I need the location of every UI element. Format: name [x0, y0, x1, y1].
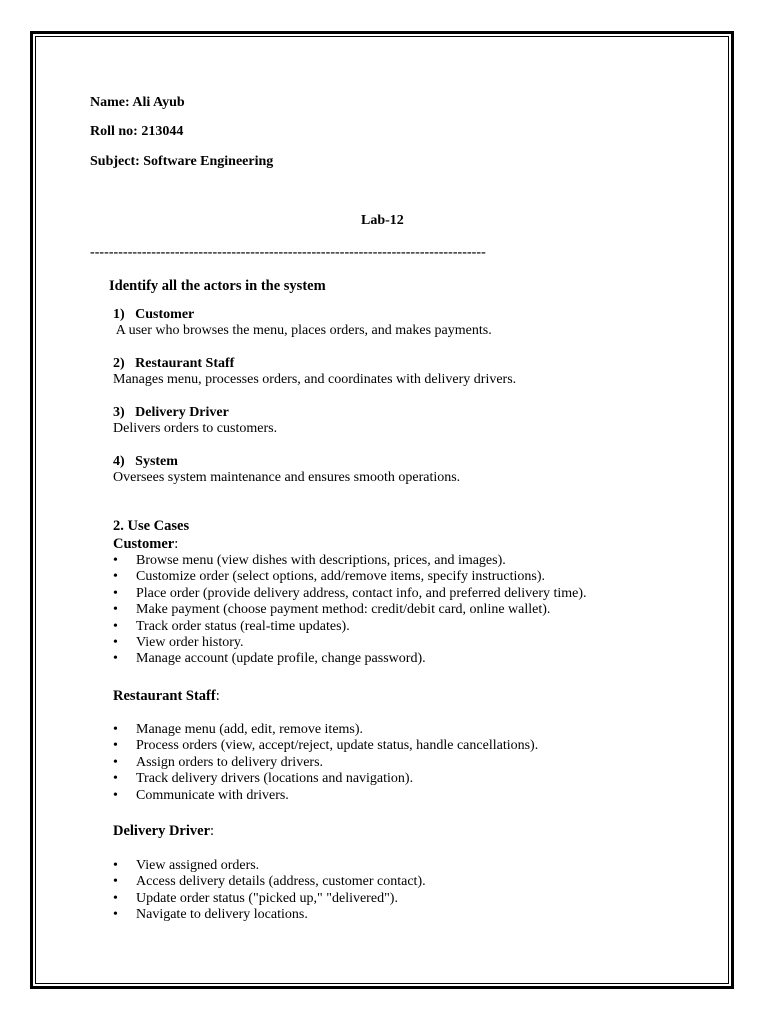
- staff-label-text: Restaurant Staff: [113, 688, 216, 704]
- actors-heading: Identify all the actors in the system: [109, 278, 326, 294]
- use-case-item: • Track delivery drivers (locations and navigation).: [113, 771, 538, 787]
- use-case-item: • View order history.: [113, 635, 587, 651]
- use-case-item: • Place order (provide delivery address, contact info, and preferred delivery time).: [113, 586, 587, 602]
- use-case-item: • Make payment (choose payment method: credit/debit card, online wallet).: [113, 602, 587, 618]
- use-case-item: • Process orders (view, accept/reject, update status, handle cancellations).: [113, 738, 538, 754]
- use-cases-heading: 2. Use Cases: [113, 518, 190, 534]
- driver-label-text: Delivery Driver: [113, 823, 211, 839]
- actor-description: A user who browses the menu, places orders, and makes payments.: [113, 323, 492, 338]
- use-case-item: • Manage menu (add, edit, remove items).: [113, 722, 538, 738]
- separator-line: ------------------------------------------------------------------------------------: [90, 245, 486, 260]
- driver-use-case-list: [113, 858, 426, 924]
- actor-title: 2) Restaurant Staff: [113, 356, 235, 371]
- use-case-item: • Access delivery details (address, customer contact).: [113, 874, 426, 890]
- use-case-item: • Navigate to delivery locations.: [113, 907, 426, 923]
- use-case-item: • Customize order (select options, add/remove items, specify instructions).: [113, 569, 587, 585]
- actor-title: 4) System: [113, 454, 178, 469]
- driver-label: [113, 823, 214, 839]
- use-case-item: • Manage account (update profile, change password).: [113, 651, 587, 667]
- customer-label-text: Customer: [113, 536, 175, 552]
- lab-title: Lab-12: [361, 213, 404, 228]
- actor-title: 1) Customer: [113, 307, 195, 322]
- customer-use-case-list: [113, 553, 587, 668]
- use-case-item: • Track order status (real-time updates).: [113, 619, 587, 635]
- page-border-inner: [35, 36, 729, 984]
- use-case-item: • Browse menu (view dishes with descriptions, prices, and images).: [113, 553, 587, 569]
- roll-number: Roll no: 213044: [90, 124, 184, 139]
- customer-label-colon: :: [174, 536, 179, 552]
- staff-label-colon: :: [215, 688, 220, 704]
- use-case-item: • Assign orders to delivery drivers.: [113, 755, 538, 771]
- actor-title: 3) Delivery Driver: [113, 405, 229, 420]
- use-case-item: • Communicate with drivers.: [113, 788, 538, 804]
- actor-description: Oversees system maintenance and ensures smooth operations.: [113, 470, 461, 485]
- use-case-item: • Update order status ("picked up," "delivered").: [113, 891, 426, 907]
- use-case-item: • View assigned orders.: [113, 858, 426, 874]
- actor-description: Delivers orders to customers.: [113, 421, 278, 436]
- staff-use-case-list: [113, 722, 538, 804]
- staff-label: [113, 688, 220, 704]
- subject: Subject: Software Engineering: [90, 154, 274, 169]
- driver-label-colon: :: [210, 823, 215, 839]
- student-name: Name: Ali Ayub: [90, 95, 185, 110]
- actor-description: Manages menu, processes orders, and coordinates with delivery drivers.: [113, 372, 517, 387]
- customer-label: [113, 536, 178, 552]
